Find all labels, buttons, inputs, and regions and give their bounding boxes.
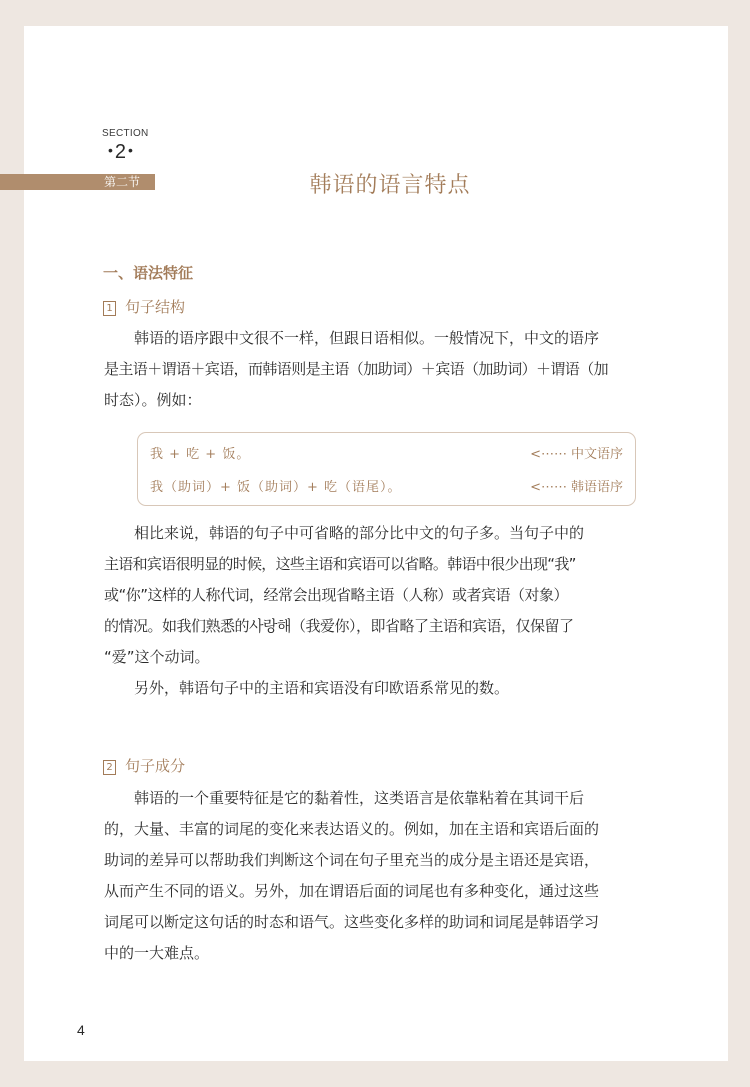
- subheading-number-box: 2: [103, 760, 116, 775]
- subheading-number-box: 1: [103, 301, 116, 316]
- section-label-en: SECTION: [102, 128, 149, 139]
- text-line: 助词的差异可以帮助我们判断这个词在句子里充当的成分是主语还是宾语，: [104, 851, 600, 869]
- example-row: [150, 476, 623, 496]
- example-row: [150, 443, 623, 463]
- example-text: 我 + 吃 + 饭。: [150, 447, 251, 462]
- paragraph-omission: [104, 518, 650, 704]
- text-line: 词尾可以断定这句话的时态和语气。这些变化多样的助词和词尾是韩语学习: [104, 913, 600, 931]
- section-number: • 2 •: [108, 141, 133, 163]
- subheading-sentence-structure: [103, 296, 185, 317]
- left-arrow-icon: <⋯⋯: [530, 480, 567, 495]
- text-line: 是主语＋谓语＋宾语，而韩语则是主语（加助词）＋宾语（加助词）＋谓语（加: [104, 360, 609, 378]
- text-line: “爱”这个动词。: [104, 648, 210, 666]
- page-number: 4: [77, 1022, 85, 1038]
- text-line: 相比来说，韩语的句子中可省略的部分比中文的句子多。当句子中的: [134, 524, 585, 542]
- left-arrow-icon: <⋯⋯: [530, 447, 567, 462]
- paragraph-word-order: [104, 323, 650, 416]
- text-line: 另外，韩语句子中的主语和宾语没有印欧语系常见的数。: [134, 679, 510, 697]
- paragraph-agglutinative: [104, 783, 650, 969]
- example-label: 韩语语序: [570, 480, 623, 495]
- text-line: 或“你”这样的人称代词，经常会出现省略主语（人称）或者宾语（对象）: [104, 586, 569, 604]
- subheading-title: 句子结构: [125, 298, 186, 316]
- section-number-value: 2: [114, 141, 127, 163]
- subheading-sentence-components: [103, 755, 185, 776]
- example-tag: [530, 443, 623, 462]
- example-text: 我（助词）+ 饭（助词）+ 吃（语尾）。: [150, 480, 402, 495]
- text-line: 的情况。如我们熟悉的사랑해（我爱你），即省略了主语和宾语，仅保留了: [104, 617, 574, 635]
- text-line: 韩语的语序跟中文很不一样，但跟日语相似。一般情况下，中文的语序: [134, 329, 600, 347]
- example-box: [137, 432, 636, 506]
- page-title: 韩语的语言特点: [309, 173, 471, 198]
- text-line: 韩语的一个重要特征是它的黏着性，这类语言是依靠粘着在其词干后: [134, 789, 585, 807]
- text-line: 从而产生不同的语义。另外，加在谓语后面的词尾也有多种变化，通过这些: [104, 882, 600, 900]
- example-tag: [530, 476, 623, 495]
- text-line: 的，大量、丰富的词尾的变化来表达语义的。例如，加在主语和宾语后面的: [104, 820, 600, 838]
- text-line: 主语和宾语很明显的时候，这些主语和宾语可以省略。韩语中很少出现“我”: [104, 555, 576, 573]
- text-line: 时态）。例如：: [104, 391, 202, 409]
- example-label: 中文语序: [570, 447, 623, 462]
- subheading-title: 句子成分: [125, 757, 186, 775]
- heading-grammar: 一、语法特征: [103, 264, 194, 282]
- section-label-cn: 第二节: [104, 175, 141, 189]
- text-line: 中的一大难点。: [104, 944, 210, 962]
